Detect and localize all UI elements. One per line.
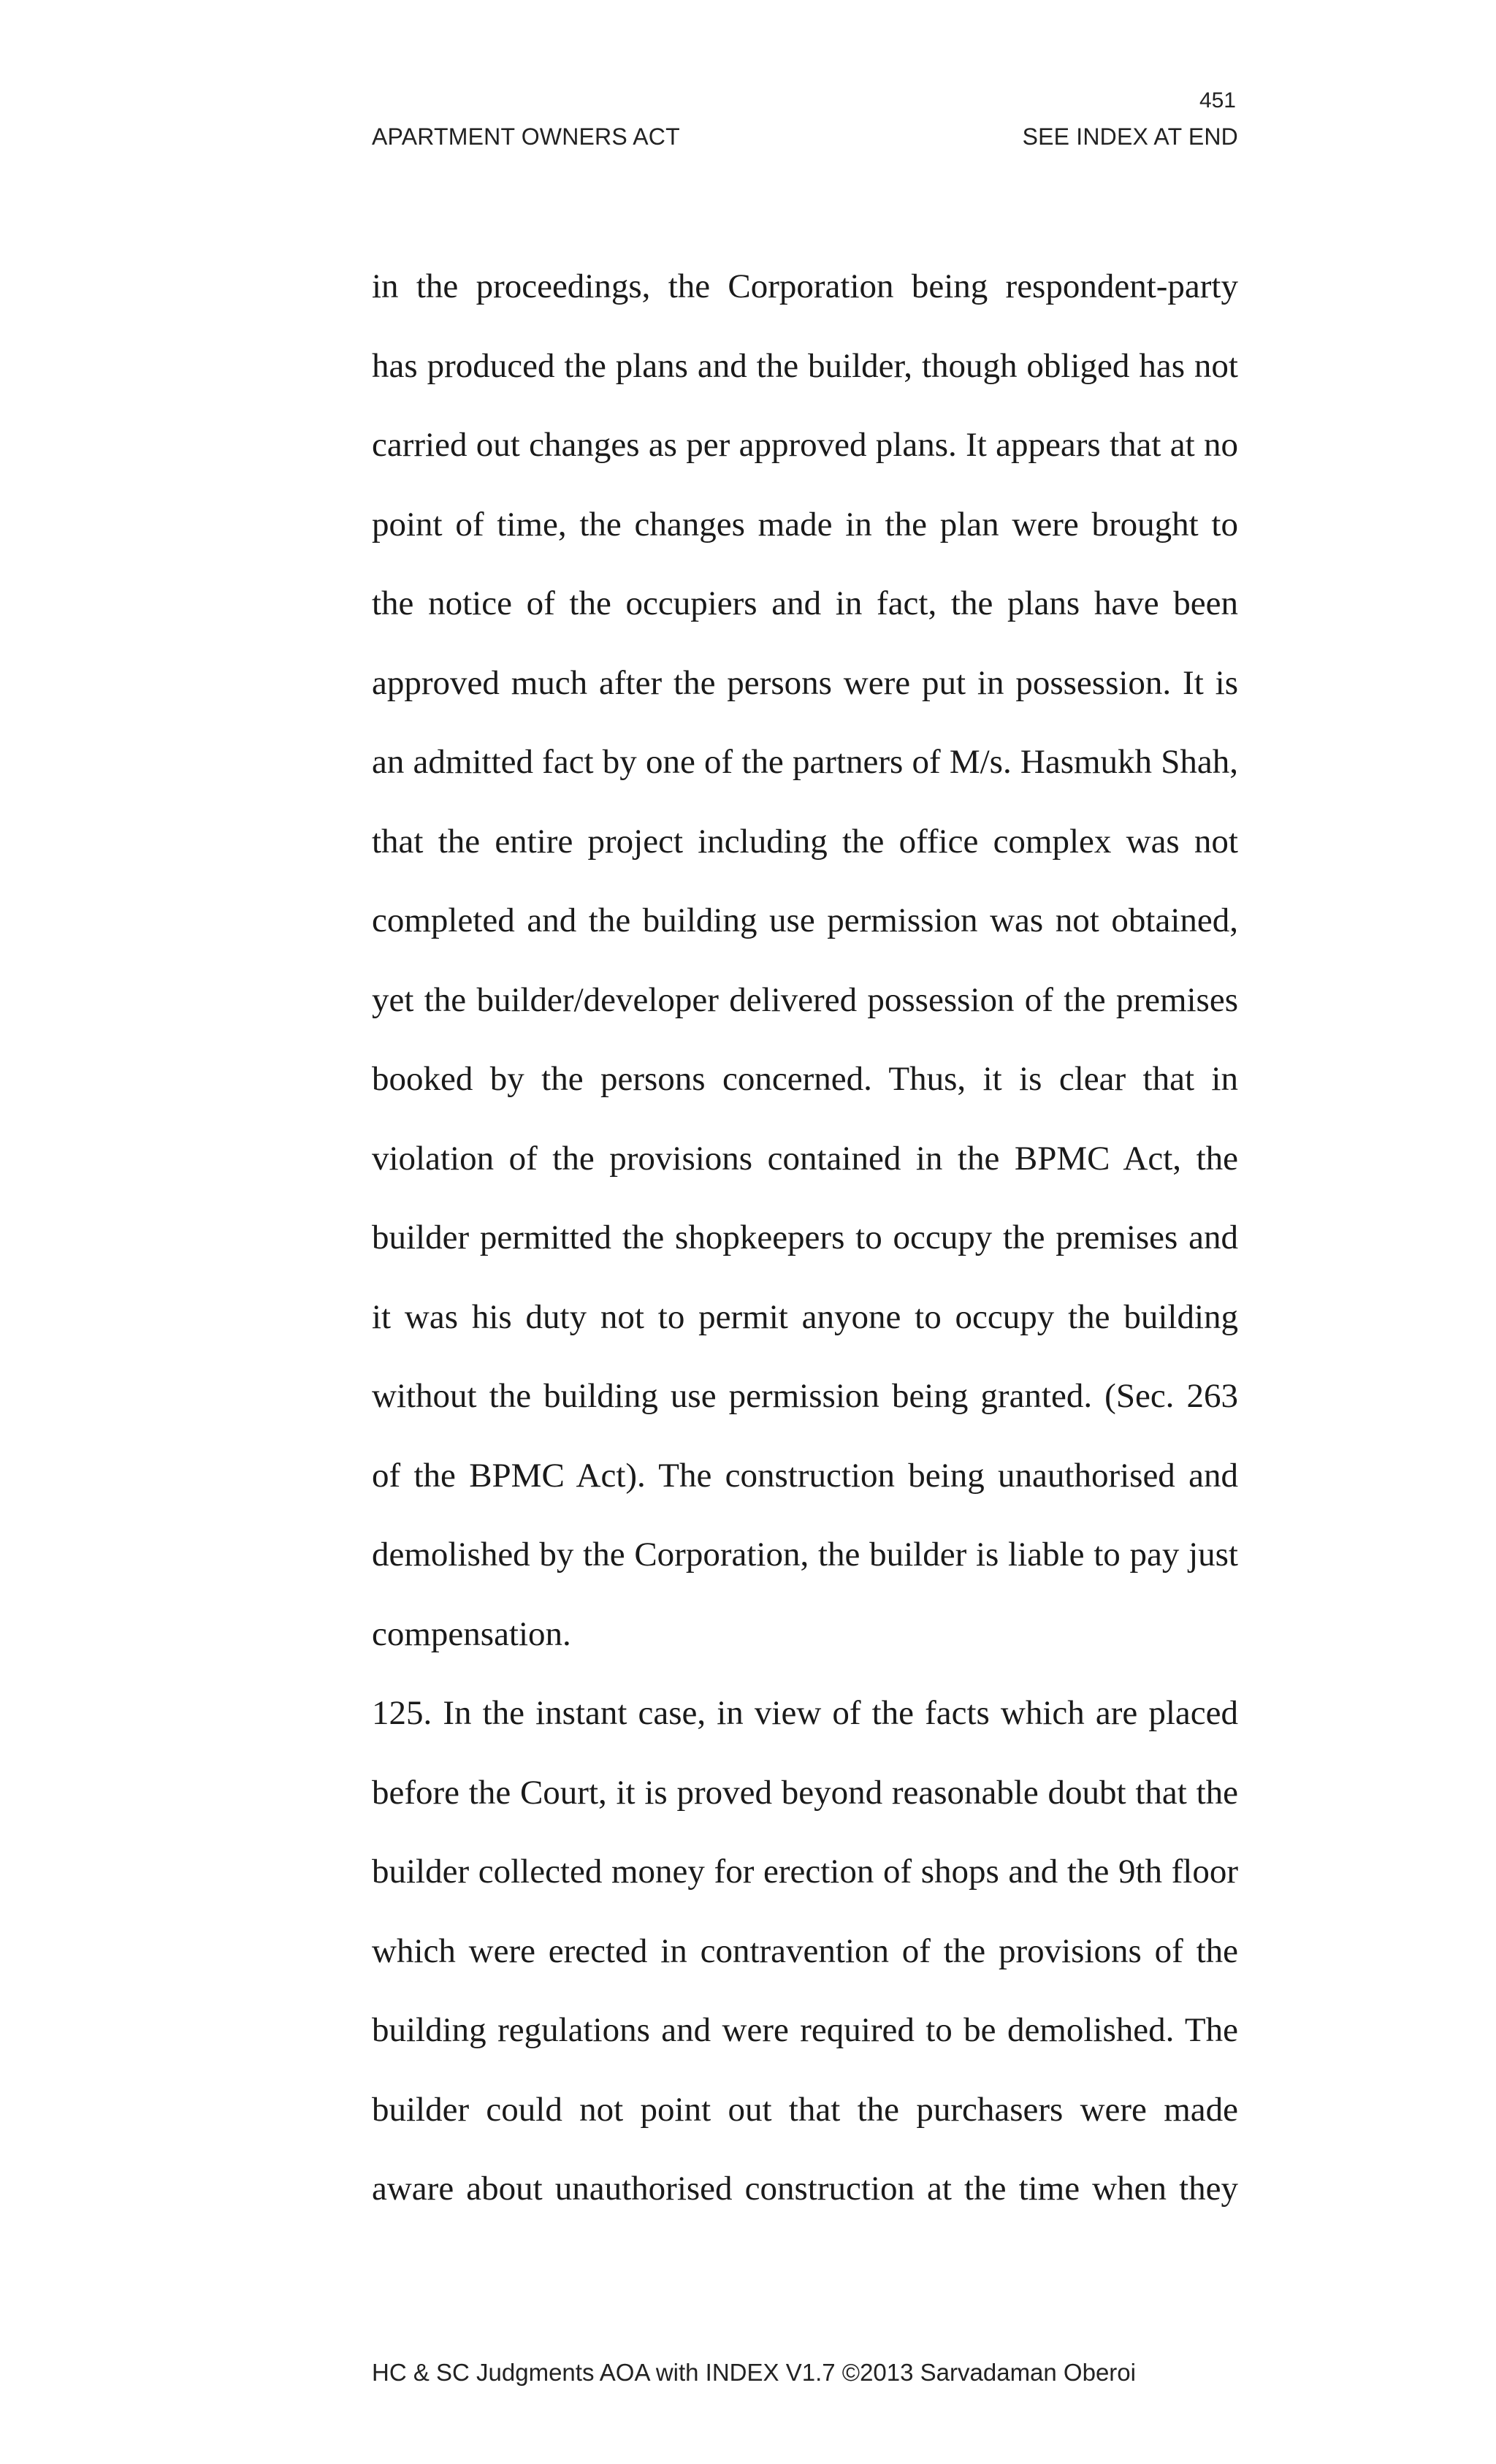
text-line: an admitted fact by one of the partners of M/s. Hasmukh Shah, xyxy=(372,743,1238,781)
text-line: yet the builder/developer delivered possession of the premises xyxy=(372,980,1238,1019)
body-text xyxy=(372,259,1238,2241)
text-line: has produced the plans and the builder, though obliged has not xyxy=(372,346,1238,385)
header-title-right: SEE INDEX AT END xyxy=(1022,123,1238,150)
text-line: without the building use permission being granted. (Sec. 263 xyxy=(372,1377,1238,1415)
text-line: of the BPMC Act). The construction being unauthorised and xyxy=(372,1456,1238,1495)
text-line: point of time, the changes made in the plan were brought to xyxy=(372,505,1238,543)
text-line: builder could not point out that the purchasers were made xyxy=(372,2090,1238,2129)
text-line: before the Court, it is proved beyond reasonable doubt that the xyxy=(372,1773,1238,1812)
text-line: the notice of the occupiers and in fact, the plans have been xyxy=(372,584,1238,622)
text-line: aware about unauthorised construction at the time when they xyxy=(372,2170,1238,2208)
page-footer: HC & SC Judgments AOA with INDEX V1.7 ©2013 Sarvadaman Oberoi xyxy=(372,2359,1136,2386)
header-title-left: APARTMENT OWNERS ACT xyxy=(372,123,680,150)
text-line: builder collected money for erection of shops and the 9th floor xyxy=(372,1853,1238,1891)
text-line: demolished by the Corporation, the builder is liable to pay just xyxy=(372,1536,1238,1574)
running-header xyxy=(372,122,1238,151)
text-line: it was his duty not to permit anyone to occupy the building xyxy=(372,1297,1238,1336)
text-line: booked by the persons concerned. Thus, it is clear that in xyxy=(372,1060,1238,1098)
text-line: in the proceedings, the Corporation being respondent-party xyxy=(372,267,1238,305)
text-line: approved much after the persons were put in possession. It is xyxy=(372,663,1238,702)
text-line: building regulations and were required to be demolished. The xyxy=(372,2011,1238,2049)
text-line: violation of the provisions contained in the BPMC Act, the xyxy=(372,1139,1238,1178)
text-line: 125. In the instant case, in view of the facts which are placed xyxy=(372,1694,1238,1732)
text-line: which were erected in contravention of the provisions of the xyxy=(372,1931,1238,1970)
paragraph-end-line: compensation. xyxy=(372,1614,571,1653)
text-line: carried out changes as per approved plans. It appears that at no xyxy=(372,426,1238,464)
page-number: 451 xyxy=(1199,88,1236,112)
text-line: builder permitted the shopkeepers to occupy the premises and xyxy=(372,1218,1238,1256)
text-line: that the entire project including the office complex was not xyxy=(372,822,1238,861)
text-line: completed and the building use permission was not obtained, xyxy=(372,901,1238,939)
